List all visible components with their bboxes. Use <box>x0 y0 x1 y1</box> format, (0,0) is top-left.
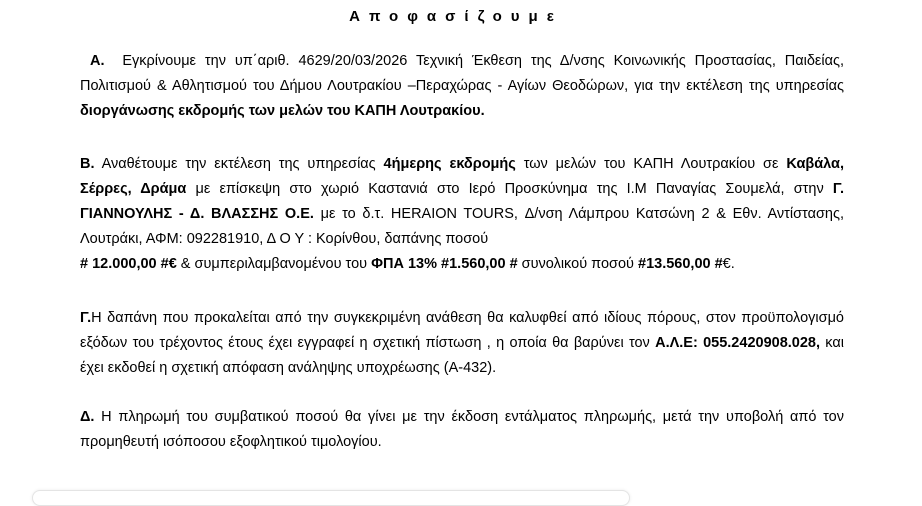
paragraph-c-text-1: Η δαπάνη που προκαλείται από την συγκεκριμένη ανάθεση θα καλυφθεί από ιδίους πόρους, στον προϋπολογισμό εξόδων του τρέχοντος έτους έχει εγγραφεί η σχετική πίστωση , η οποία θα βαρύνει τον <box>80 310 844 351</box>
paragraph-b-text-6: συνολικού ποσού <box>517 256 638 272</box>
paragraph-d-text: Η πληρωμή του συμβατικού ποσού θα γίνει με την έκδοση εντάλματος πληρωμής, μετά την υποβολή από τον προμηθευτή ισόποσου εξοφλητικού τιμολογίου. <box>80 409 844 450</box>
paragraph-c-budget-code: Α.Λ.Ε: 055.2420908.028, <box>655 335 821 351</box>
paragraph-d-letter: Δ. <box>80 409 95 425</box>
paragraph-b-amount: # 12.000,00 #€ <box>80 256 177 272</box>
paragraph-a <box>80 49 844 124</box>
paragraph-b-text-3: με επίσκεψη στο χωριό Καστανιά στο Ιερό Προσκύνημα της Ι.Μ Παναγίας Σουμελά, στην <box>186 181 833 197</box>
paragraph-b <box>80 152 844 277</box>
paragraph-c-letter: Γ. <box>80 310 92 326</box>
paragraph-b-trip: 4ήμερης εκδρομής <box>383 156 516 172</box>
paragraph-b-destinations: Καβάλα, Σέρρες, Δράμα <box>80 156 844 197</box>
paragraph-b-letter: Β. <box>80 156 95 172</box>
paragraph-c-text-2: και έχει εκδοθεί η σχετική απόφαση ανάληψης υποχρέωσης (Α-432). <box>80 335 844 376</box>
decision-heading: Αποφασίζουμε <box>349 8 563 25</box>
paragraph-b-text-1: Αναθέτουμε την εκτέλεση της υπηρεσίας <box>94 156 384 172</box>
paragraph-c <box>80 306 844 381</box>
paragraph-b-text-4: με το δ.τ. HERAION TOURS, Δ/νση Λάμπρου Κατσώνη 2 & Εθν. Αντίστασης, Λουτράκι, ΑΦΜ: 092281910, Δ Ο Υ : Κορίνθου, δαπάνης ποσού <box>80 206 844 247</box>
paragraph-a-service: διοργάνωσης εκδρομής των μελών του ΚΑΠΗ Λουτρακίου. <box>80 103 485 119</box>
paragraph-b-text-7: €. <box>722 256 735 272</box>
paragraph-b-total: #13.560,00 # <box>638 256 723 272</box>
paragraph-a-text: Εγκρίνουμε την υπ΄αριθ. 4629/20/03/2026 Τεχνική Έκθεση της Δ/νσης Κοινωνικής Προστασίας, Παιδείας, Πολιτισμού & Αθλητισμού του Δήμου Λουτρακίου –Περαχώρας - Αγίων Θεοδώρων, για την εκτέλεση της υπηρεσίας <box>80 53 844 94</box>
paragraph-b-text-2: των μελών του ΚΑΠΗ Λουτρακίου σε <box>515 156 787 172</box>
next-page-edge <box>32 490 630 506</box>
paragraph-d <box>80 405 844 455</box>
paragraph-b-vat: ΦΠΑ 13% #1.560,00 # <box>371 256 518 272</box>
paragraph-b-contractor: Γ. ΓΙΑΝΝΟΥΛΗΣ - Δ. ΒΛΑΣΣΗΣ Ο.Ε. <box>80 181 845 222</box>
paragraph-a-letter: Α. <box>90 53 105 69</box>
paragraph-b-text-5: & συμπεριλαμβανομένου του <box>176 256 372 272</box>
